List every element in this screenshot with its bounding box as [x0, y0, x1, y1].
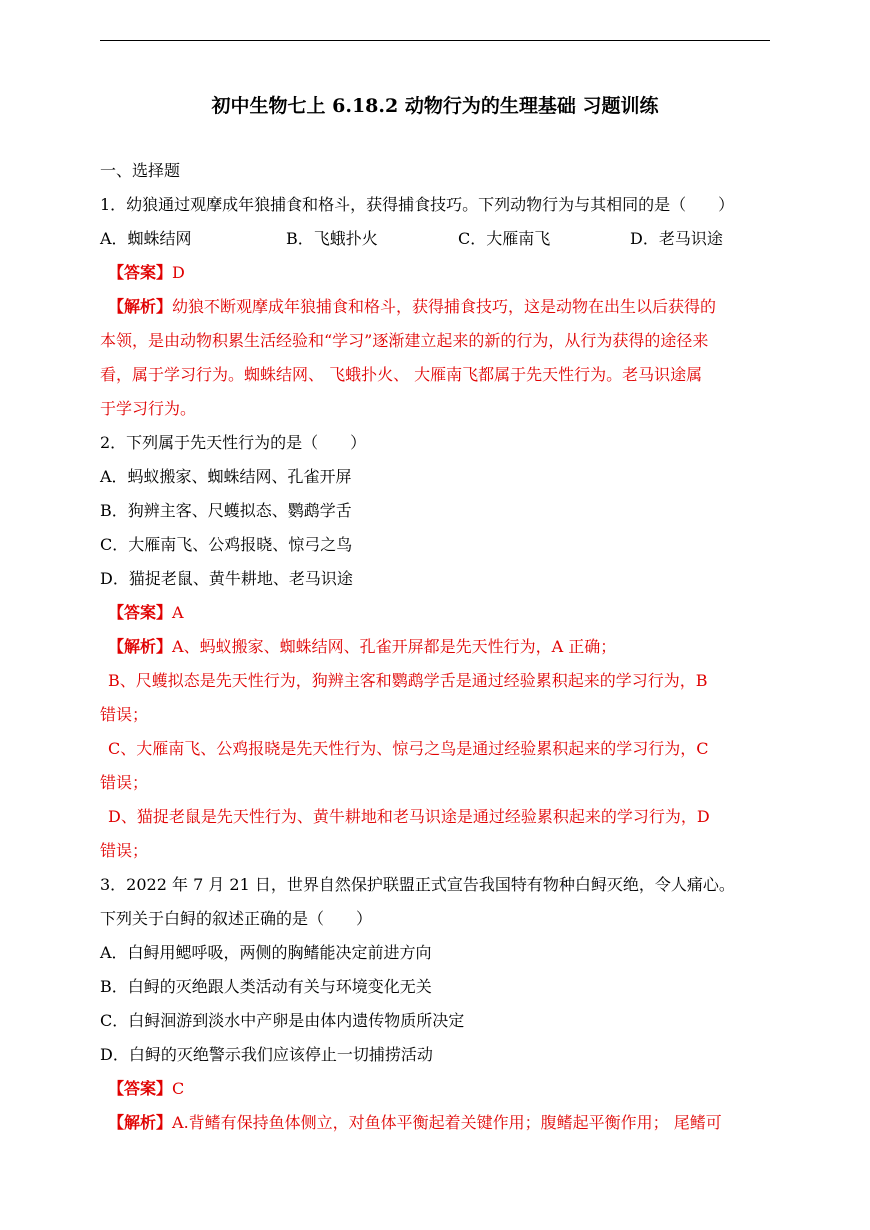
q2-option-b: B．狗辨主客、尺蠖拟态、鹦鹉学舌: [100, 501, 352, 520]
q3-analysis-line: 【解析】A.背鳍有保持鱼体侧立，对鱼体平衡起着关键作用；腹鳍起平衡作用； 尾鳍可: [108, 1113, 722, 1132]
q3-stem-line: 下列关于白鲟的叙述正确的是（ ）: [100, 909, 373, 928]
q2-analysis-line: C、大雁南飞、公鸡报晓是先天性行为、惊弓之鸟是通过经验累积起来的学习行为，C: [108, 739, 709, 758]
q3-option-c: C．白鲟洄游到淡水中产卵是由体内遗传物质所决定: [100, 1011, 465, 1030]
q1-option-d: D．老马识途: [630, 229, 723, 248]
header-rule: [100, 40, 770, 41]
q1-stem: 1．幼狼通过观摩成年狼捕食和格斗，获得捕食技巧。下列动物行为与其相同的是（ ）: [100, 195, 735, 214]
q1-options: [100, 228, 770, 250]
q1-analysis-line: 本领，是由动物积累生活经验和“学习”逐渐建立起来的新的行为，从行为获得的途径来: [100, 331, 709, 350]
q2-option-d: D．猫捉老鼠、黄牛耕地、老马识途: [100, 569, 353, 588]
q3-stem-line: 3．2022 年 7 月 21 日，世界自然保护联盟正式宣告我国特有物种白鲟灭绝，令人痛心。: [100, 875, 735, 894]
q3-answer: 【答案】C: [108, 1079, 185, 1098]
q2-analysis-line: 错误；: [100, 773, 149, 792]
q2-analysis-line: 错误；: [100, 705, 149, 724]
q2-answer: 【答案】A: [108, 603, 184, 622]
section-heading: 一、选择题: [100, 161, 181, 180]
q2-option-a: A．蚂蚁搬家、蜘蛛结网、孔雀开屏: [100, 467, 352, 486]
q2-stem: 2．下列属于先天性行为的是（ ）: [100, 433, 367, 452]
q1-analysis-line: 于学习行为。: [100, 399, 197, 418]
q3-option-d: D．白鲟的灭绝警示我们应该停止一切捕捞活动: [100, 1045, 433, 1064]
q3-option-b: B．白鲟的灭绝跟人类活动有关与环境变化无关: [100, 977, 432, 996]
q3-option-a: A．白鲟用鳃呼吸，两侧的胸鳍能决定前进方向: [100, 943, 432, 962]
q2-analysis-line: 错误；: [100, 841, 149, 860]
q1-analysis-line: 看，属于学习行为。蜘蛛结网、 飞蛾扑火、 大雁南飞都属于先天性行为。老马识途属: [100, 365, 703, 384]
document-title: 初中生物七上 6.18.2 动物行为的生理基础 习题训练: [211, 95, 659, 117]
q1-option-a: A．蜘蛛结网: [100, 229, 192, 248]
q1-option-c: C．大雁南飞: [458, 229, 551, 248]
q2-analysis-line: B、尺蠖拟态是先天性行为，狗辨主客和鹦鹉学舌是通过经验累积起来的学习行为，B: [108, 671, 708, 690]
q2-analysis-line: D、猫捉老鼠是先天性行为、黄牛耕地和老马识途是通过经验累积起来的学习行为，D: [108, 807, 710, 826]
q1-answer: 【答案】D: [108, 263, 185, 282]
q2-analysis-line: 【解析】A、蚂蚁搬家、蜘蛛结网、孔雀开屏都是先天性行为，A 正确；: [108, 637, 617, 656]
q2-option-c: C．大雁南飞、公鸡报晓、惊弓之鸟: [100, 535, 353, 554]
q1-analysis-line: 【解析】幼狼不断观摩成年狼捕食和格斗，获得捕食技巧，这是动物在出生以后获得的: [108, 297, 717, 316]
q1-option-b: B．飞蛾扑火: [286, 229, 378, 248]
